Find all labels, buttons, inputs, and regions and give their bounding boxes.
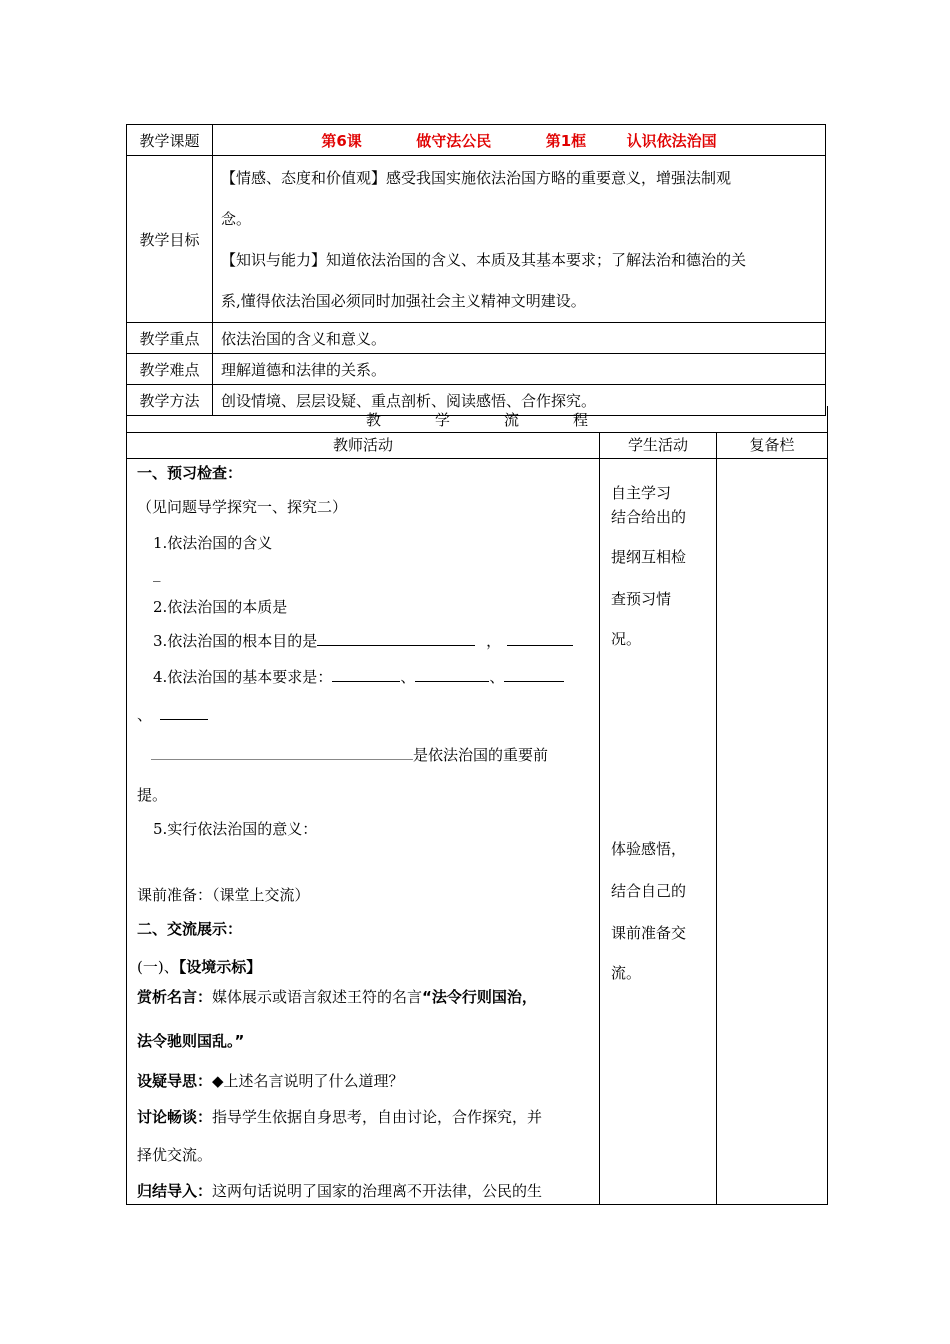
goal-line: 系,懂得依法治国必须同时加强社会主义精神文明建设。 — [221, 292, 586, 310]
topic-label: 教学课题 — [127, 125, 213, 156]
summary-label: 归结导入： — [137, 1182, 213, 1200]
student-text: 提纲互相检 — [611, 548, 687, 566]
quote-text: 媒体展示或语言叙述王符的名言 — [212, 988, 423, 1006]
discuss-line — [137, 1106, 542, 1127]
quote-bold-continued: 法令驰则国乱。” — [137, 1032, 245, 1050]
lesson-number: 第6课 — [321, 131, 362, 150]
answer-blank — [415, 667, 489, 682]
difficulty-text: 理解道德和法律的关系。 — [213, 354, 826, 385]
goal-content — [213, 156, 826, 323]
quote-bold: “法令行则国治， — [422, 988, 537, 1006]
answer-blank — [507, 631, 573, 646]
answer-blank — [151, 745, 413, 760]
flow-title-char: 流 — [504, 410, 520, 429]
method-text: 创设情境、层层设疑、重点剖析、阅读感悟、合作探究。 — [213, 385, 826, 416]
question-4-text: 4.依法治国的基本要求是： — [153, 668, 333, 686]
student-text: 流。 — [611, 964, 642, 982]
lesson-info-table — [126, 124, 826, 416]
goal-line: 【知识与能力】知道依法治国的含义、本质及其基本要求；了解法治和德治的关 — [221, 251, 747, 269]
premise-end: 提。 — [137, 786, 168, 804]
frame-number: 第1框 — [545, 131, 587, 150]
quote-line — [137, 986, 537, 1007]
question-3 — [153, 630, 573, 651]
question-1: 1.依法治国的含义 — [153, 534, 273, 552]
subsection-label: 【设境示标】 — [178, 958, 262, 976]
flow-title-char: 学 — [434, 410, 450, 429]
separator: ， — [486, 632, 502, 650]
difficulty-label: 教学难点 — [127, 354, 213, 385]
question-1-blank: _ — [153, 564, 161, 582]
method-label: 教学方法 — [127, 385, 213, 416]
preview-note: （见问题导学探究一、探究二） — [137, 498, 348, 516]
student-text: 查预习情 — [611, 590, 672, 608]
question-4-continuation — [137, 704, 208, 725]
answer-blank — [317, 631, 475, 646]
lesson-title — [213, 125, 826, 156]
question-4 — [153, 666, 564, 687]
question-2: 2.依法治国的本质是 — [153, 598, 288, 616]
doubt-text: ◆上述名言说明了什么道理？ — [212, 1072, 404, 1090]
student-text: 况。 — [611, 630, 642, 648]
student-text: 结合自己的 — [611, 882, 687, 900]
summary-text: 这两句话说明了国家的治理离不开法律，公民的生 — [212, 1182, 543, 1200]
discuss-label: 讨论畅谈： — [137, 1108, 213, 1126]
answer-blank — [332, 667, 400, 682]
doubt-label: 设疑导思： — [137, 1072, 213, 1090]
flow-title-char: 教 — [365, 410, 381, 429]
summary-line — [137, 1180, 542, 1201]
answer-blank — [160, 705, 208, 720]
subsection-title — [137, 956, 261, 977]
separator: 、 — [489, 668, 505, 686]
flow-title-char: 程 — [573, 410, 589, 429]
lesson-name: 做守法公民 — [416, 131, 492, 150]
subsection-prefix: (一)、 — [137, 958, 179, 976]
quote-label: 赏析名言： — [137, 988, 213, 1006]
premise-line — [151, 744, 548, 765]
goal-line: 【情感、态度和价值观】感受我国实施依法治国方略的重要意义，增强法制观 — [221, 169, 732, 187]
column-divider — [599, 432, 600, 1204]
prep-note: 课前准备：（课堂上交流） — [137, 886, 310, 904]
premise-text: 是依法治国的重要前 — [413, 746, 549, 764]
notes-header: 复备栏 — [717, 432, 827, 459]
separator: 、 — [400, 668, 416, 686]
question-3-text: 3.依法治国的根本目的是 — [153, 632, 318, 650]
section-title: 二、交流展示： — [137, 920, 243, 938]
goal-line: 念。 — [221, 210, 252, 228]
key-text: 依法治国的含义和意义。 — [213, 323, 826, 354]
student-text: 课前准备交 — [611, 924, 687, 942]
student-text: 自主学习 — [611, 484, 672, 502]
key-label: 教学重点 — [127, 323, 213, 354]
student-activity-header: 学生活动 — [600, 432, 716, 459]
student-text: 结合给出的 — [611, 508, 687, 526]
student-text: 体验感悟， — [611, 840, 687, 858]
answer-blank — [504, 667, 564, 682]
goal-label: 教学目标 — [127, 156, 213, 323]
teacher-activity-header: 教师活动 — [127, 432, 599, 459]
discuss-text: 指导学生依据自身思考，自由讨论，合作探究，并 — [212, 1108, 543, 1126]
column-divider — [716, 432, 717, 1204]
flow-title — [126, 406, 828, 433]
question-5: 5.实行依法治国的意义： — [153, 820, 318, 838]
section-title: 一、预习检查： — [137, 464, 243, 482]
frame-name: 认识依法治国 — [626, 131, 717, 150]
separator: 、 — [137, 706, 153, 724]
discuss-continued: 择优交流。 — [137, 1146, 213, 1164]
doubt-line — [137, 1070, 404, 1091]
activity-table — [126, 432, 828, 1205]
